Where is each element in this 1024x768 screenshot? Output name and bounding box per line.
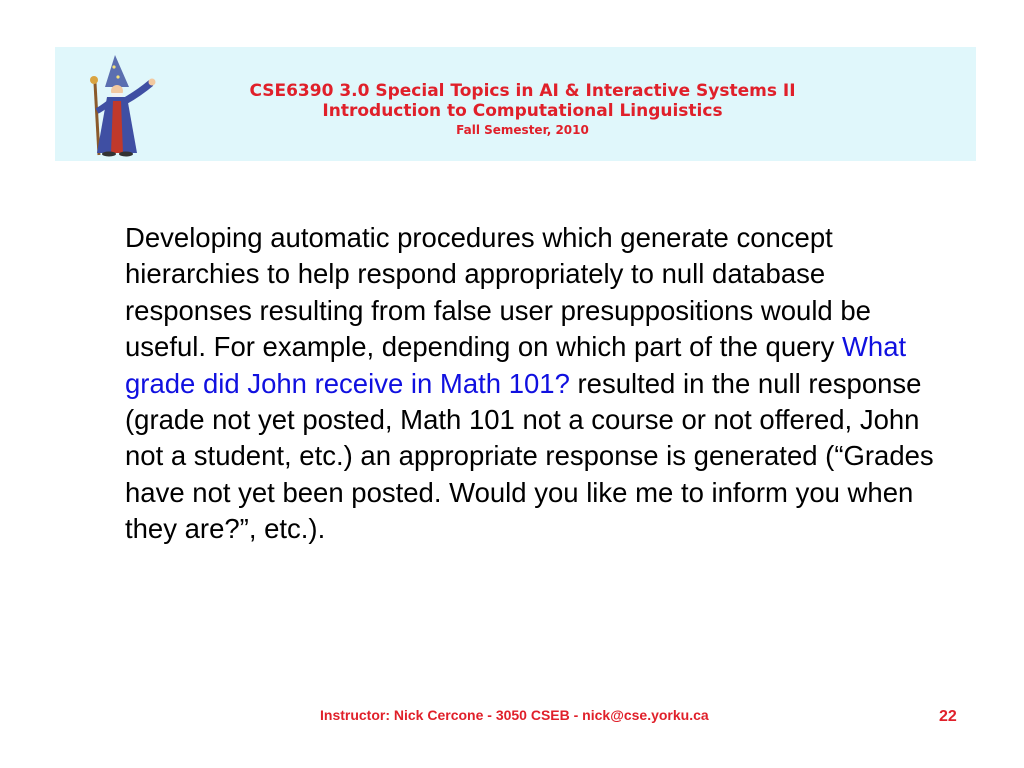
course-subtitle: Introduction to Computational Linguistics [322,101,723,121]
course-title: CSE6390 3.0 Special Topics in AI & Interactive Systems II [249,81,796,101]
example-query: What grade did John receive in Math 101? [125,331,907,399]
semester-label: Fall Semester, 2010 [456,123,589,137]
instructor-footer: Instructor: Nick Cercone - 3050 CSEB - nick@cse.yorku.ca [320,707,709,723]
course-title-block [175,81,870,139]
wizard-icon [81,53,159,157]
slide-body-text [125,220,945,548]
body-text-before: Developing automatic procedures which generate concept hierarchies to help respond appropriately to null database responses resulting from false user presuppositions would be useful. For example, depending on which part of the query [125,222,871,363]
slide-header [55,47,976,161]
page-number: 22 [939,708,957,725]
body-text-after: resulted in the null response (grade not yet posted, Math 101 not a course or not offered, John not a student, etc.) an appropriate response is generated (“Grades have not yet been posted. Would you like me to inform you when they are?”, etc.). [125,367,934,545]
